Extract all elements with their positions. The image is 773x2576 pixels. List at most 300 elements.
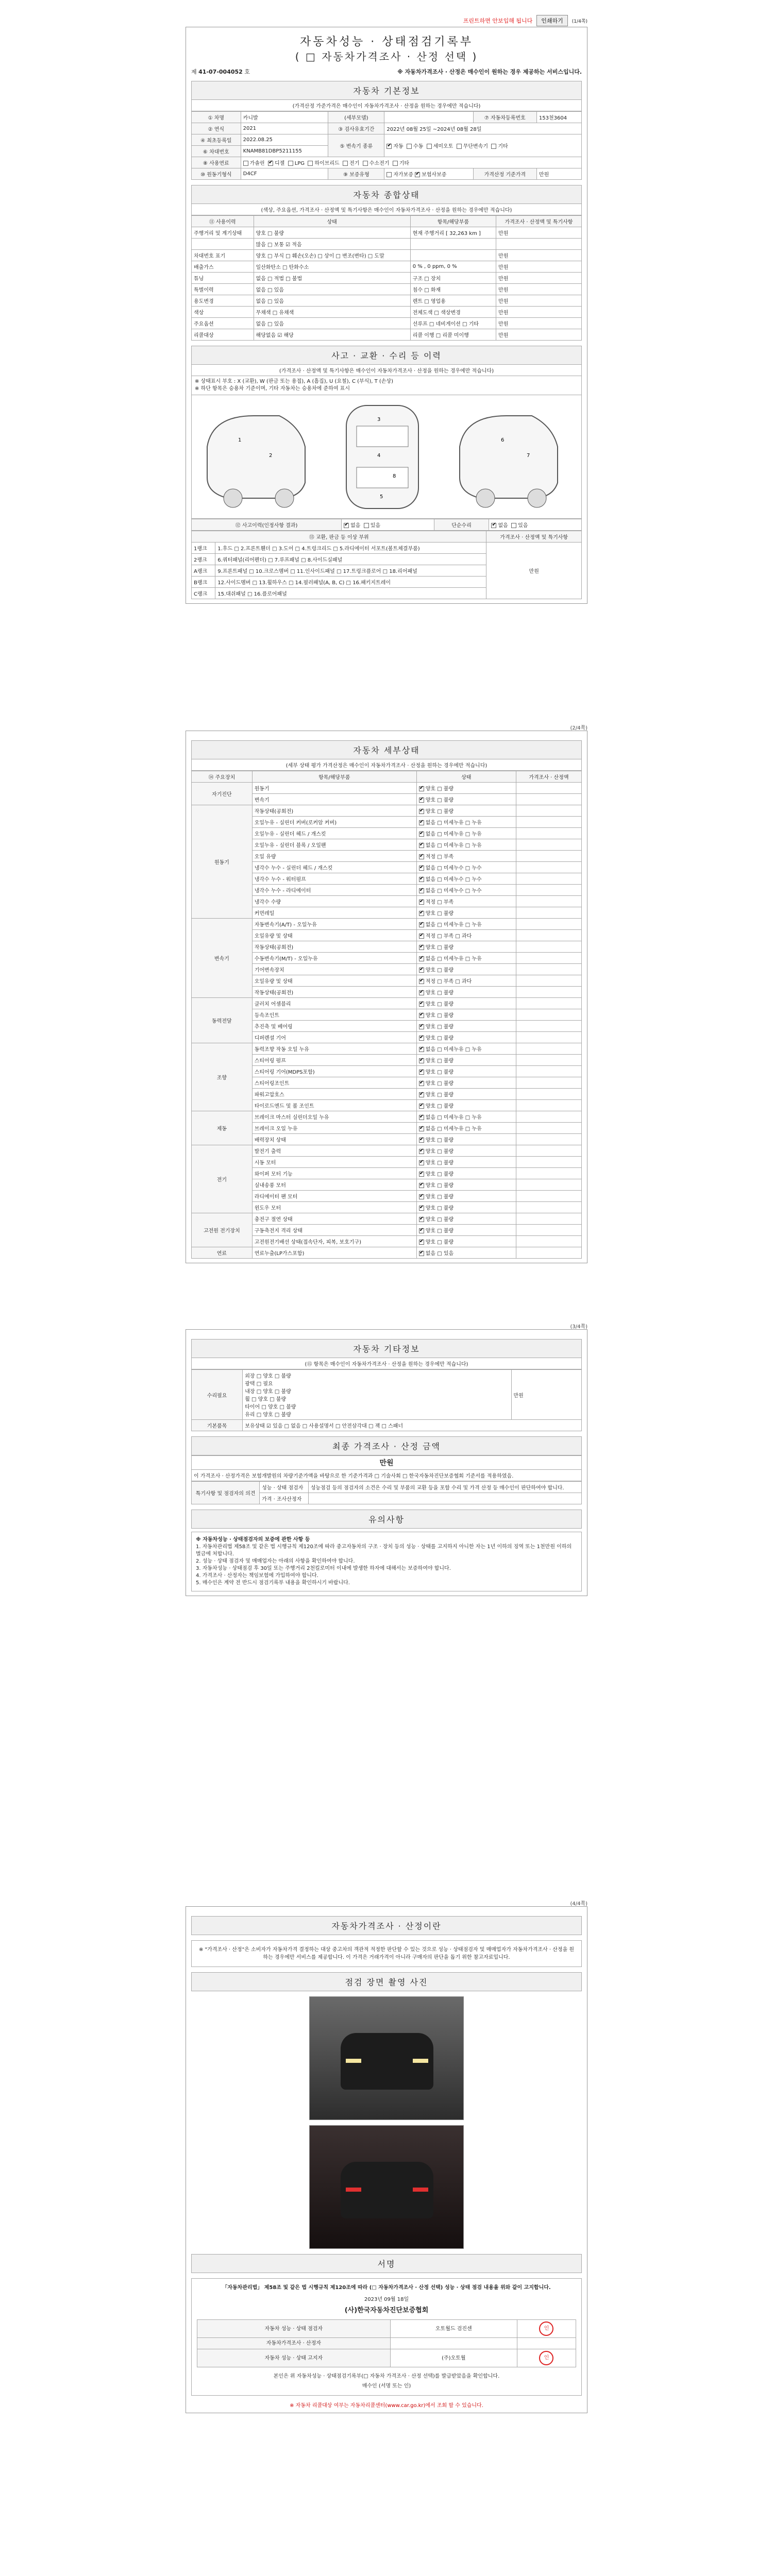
base-price-label: 가격산정 기준가격 <box>473 168 536 180</box>
detail-state <box>416 1089 516 1100</box>
general-cell-price: 만원 <box>496 329 582 341</box>
checkbox-no-repair[interactable] <box>491 523 496 528</box>
detail-state <box>416 919 516 930</box>
general-cell-detail: 구조 □ 장치 <box>410 273 496 284</box>
general-row <box>192 273 582 284</box>
print-button[interactable]: 인쇄하기 <box>536 15 568 26</box>
detail-price <box>516 794 581 805</box>
general-cell-state: 많음 □ 보통 ☑ 적음 <box>254 239 410 250</box>
state-text: 양호 □ 불량 <box>425 1036 454 1041</box>
checkbox-hybrid[interactable] <box>308 161 313 166</box>
state-checkbox[interactable] <box>419 956 424 961</box>
receipt-sign: 매수인 (서명 또는 인) <box>362 2383 411 2389</box>
state-checkbox[interactable] <box>419 854 424 859</box>
doc-no-suffix: 호 <box>244 69 250 75</box>
state-checkbox[interactable] <box>419 1081 424 1086</box>
detail-price <box>516 930 581 941</box>
general-row <box>192 295 582 307</box>
detail-row <box>192 1213 582 1225</box>
checkbox-self-warranty[interactable] <box>386 172 392 177</box>
rank-items: 1.후드 □ 2.프론트휀더 □ 3.도어 □ 4.트렁크리드 □ 5.라디에이터 서포트(볼트체결부품) <box>215 543 486 554</box>
rank-items: 12.사이드멤버 □ 13.휠하우스 □ 14.필러패널(A, B, C) □ 16.패키지트레이 <box>215 577 486 588</box>
general-row <box>192 307 582 318</box>
detail-price <box>516 1145 581 1157</box>
detail-state <box>416 1009 516 1021</box>
detail-part: 발전기 출력 <box>252 1145 416 1157</box>
general-cell-price: 만원 <box>496 295 582 307</box>
state-checkbox[interactable] <box>419 1024 424 1029</box>
general-row <box>192 239 582 250</box>
detail-state <box>416 828 516 839</box>
page-3 <box>186 1324 587 1901</box>
checkbox-repair[interactable] <box>511 523 516 528</box>
detail-part: 윈도우 모터 <box>252 1202 416 1213</box>
detail-state <box>416 998 516 1009</box>
state-checkbox[interactable] <box>419 1138 424 1143</box>
detail-state <box>416 885 516 896</box>
detail-part: 작동상태(공회전) <box>252 941 416 953</box>
state-checkbox[interactable] <box>419 1126 424 1131</box>
car-name: 카니발 <box>241 112 328 123</box>
car-outline-svg <box>192 395 582 517</box>
role-label: 자동차가격조사 · 산정자 <box>197 2338 391 2349</box>
detail-group-name: 원동기 <box>192 805 253 919</box>
accident-section-title: 사고 · 교환 · 수리 등 이력 <box>191 346 582 365</box>
detail-price <box>516 1021 581 1032</box>
state-checkbox[interactable] <box>419 979 424 984</box>
state-checkbox[interactable] <box>419 1183 424 1188</box>
detail-price <box>516 964 581 975</box>
detail-price <box>516 817 581 828</box>
detail-group-name: 제동 <box>192 1111 253 1145</box>
repair-item: 타이어 □ 양호 □ 불량 <box>245 1404 296 1410</box>
detail-part: 오일유량 및 상태 <box>252 930 416 941</box>
state-checkbox[interactable] <box>419 843 424 848</box>
recall-footer[interactable]: ※ 자동차 리콜대상 여부는 자동차리콜센터(www.car.go.kr)에서 조회 할 수 있습니다. <box>290 2403 483 2409</box>
general-cell-detail: 0 % , 0 ppm, 0 % <box>410 261 496 273</box>
state-text: 적정 □ 부족 <box>425 900 454 905</box>
detail-part: 구동축전지 격리 상태 <box>252 1225 416 1236</box>
repair-item: 내장 □ 양호 □ 불량 <box>245 1389 291 1395</box>
detail-price <box>516 1157 581 1168</box>
sign-text: 「자동차관리법」 제58조 및 같은 법 시행규칙 제120조에 따라 (□ 자동차가격조사 · 산정 선택) 성능 · 상태 점검 내용을 위와 같이 고지합니다. <box>222 2285 551 2291</box>
checkbox-lpg[interactable] <box>288 161 293 166</box>
inspection-period-label: ③ 검사유효기간 <box>328 123 384 134</box>
state-text: 없음 □ 미세누유 □ 누유 <box>425 922 482 928</box>
state-text: 없음 □ 미세누유 □ 누유 <box>425 832 482 837</box>
state-text: 양호 □ 불량 <box>425 1206 454 1211</box>
page-number: (3/4쪽) <box>570 1324 587 1330</box>
general-col-2: 항목/해당부품 <box>410 216 496 227</box>
accident-history-label: ⑫ 사고이력(인정사항 결과) <box>192 519 342 531</box>
detail-state <box>416 1225 516 1236</box>
warranty-label: ⑨ 보증유형 <box>328 168 384 180</box>
detail-state <box>416 817 516 828</box>
print-notice[interactable]: 프린트하면 안보입해 됩니다 <box>463 18 533 24</box>
part-number: 4 <box>377 453 381 459</box>
general-col-3: 가격조사 · 산정액 및 특기사항 <box>496 216 582 227</box>
detail-state <box>416 907 516 919</box>
detail-state <box>416 1032 516 1043</box>
general-cell-label: 리콜대상 <box>192 329 254 341</box>
state-checkbox[interactable] <box>419 934 424 939</box>
general-cell-detail <box>410 250 496 261</box>
state-text: 양호 □ 불량 <box>425 1013 454 1019</box>
general-rows <box>192 227 582 341</box>
detail-price <box>516 1202 581 1213</box>
state-text: 양호 □ 불량 <box>425 1217 454 1223</box>
state-text: 없음 □ 미세누유 □ 누유 <box>425 843 482 849</box>
state-text: 양호 □ 불량 <box>425 1092 454 1098</box>
detail-state <box>416 1168 516 1179</box>
checkbox-manual[interactable] <box>407 144 412 149</box>
detail-state <box>416 805 516 817</box>
state-checkbox[interactable] <box>419 786 424 791</box>
detail-price <box>516 1111 581 1123</box>
state-checkbox[interactable] <box>419 1160 424 1165</box>
final-price-note: 이 가격조사 · 산정가격은 보험개발원의 차량기준가액을 바탕으로 한 기준가격과 □ 기술사회 □ 한국자동차진단보증협회 기준서를 적용하였음. <box>192 1470 582 1481</box>
page-number: (1/4쪽) <box>572 19 587 24</box>
checkbox-insurer-warranty[interactable] <box>415 172 420 177</box>
checkbox-accident[interactable] <box>364 523 369 528</box>
doc-title: 자동차성능 · 상태점검기록부 <box>299 36 473 48</box>
accident-history-options: ✔ 없음 있음 <box>342 519 434 531</box>
state-text: 양호 □ 불량 <box>425 1228 454 1234</box>
checkbox-no-accident[interactable] <box>344 523 349 528</box>
general-cell-detail: 침수 □ 화재 <box>410 284 496 295</box>
state-text: 없음 □ 미세누수 □ 누수 <box>425 877 482 883</box>
detail-state <box>416 1247 516 1259</box>
notice-section-title: 유의사항 <box>191 1510 582 1529</box>
inspector-opinion-label: 특기사항 및 점검자의 의견 <box>192 1482 260 1504</box>
state-text: 없음 □ 미세누수 □ 누수 <box>425 866 482 871</box>
state-checkbox[interactable] <box>419 809 424 814</box>
detail-state <box>416 1043 516 1055</box>
general-cell-price: 만원 <box>496 261 582 273</box>
state-checkbox[interactable] <box>419 820 424 825</box>
inspection-period: 2022년 08월 25일 ~2024년 08월 28일 <box>384 123 582 134</box>
state-checkbox[interactable] <box>419 888 424 893</box>
state-checkbox[interactable] <box>419 900 424 905</box>
detail-price <box>516 1179 581 1191</box>
detail-part: 등속조인트 <box>252 1009 416 1021</box>
repair-item: 유리 □ 양호 □ 불량 <box>245 1412 291 1418</box>
detail-state <box>416 873 516 885</box>
final-section-title: 최종 가격조사 · 산정 금액 <box>191 1436 582 1455</box>
rank-rows <box>192 543 582 599</box>
general-row <box>192 284 582 295</box>
general-cell-label: 차대번호 표기 <box>192 250 254 261</box>
detail-state <box>416 1157 516 1168</box>
state-text: 양호 □ 불량 <box>425 1183 454 1189</box>
state-checkbox[interactable] <box>419 1070 424 1075</box>
detail-part: 브레이크 오일 누유 <box>252 1123 416 1134</box>
rank-label: B랭크 <box>192 577 215 588</box>
rank-header-2: 가격조사 · 산정액 및 특기사항 <box>486 531 582 543</box>
state-text: 적정 □ 부족 □ 과다 <box>425 934 472 939</box>
detail-part: 라디에이터 팬 모터 <box>252 1191 416 1202</box>
general-cell-state: 양호 □ 불량 <box>254 227 410 239</box>
rank-label: C랭크 <box>192 588 215 599</box>
role-label: 자동차 성능 · 상태 고지자 <box>197 2349 391 2367</box>
repair-item: 외장 □ 양호 □ 불량 <box>245 1374 291 1379</box>
page-2-box <box>186 731 587 1263</box>
headlight-right <box>413 2059 428 2063</box>
detail-part: 기어변속장치 <box>252 964 416 975</box>
detail-section-title: 자동차 세부상태 <box>191 740 582 759</box>
state-text: 양호 □ 불량 <box>425 1058 454 1064</box>
state-checkbox[interactable] <box>419 1115 424 1120</box>
general-cell-state: 없음 □ 있음 <box>254 295 410 307</box>
checkbox-fuel-other[interactable] <box>393 161 398 166</box>
state-checkbox[interactable] <box>419 1240 424 1245</box>
detail-state <box>416 1202 516 1213</box>
rank-price: 만원 <box>486 543 582 599</box>
detail-part: 스티어링조인트 <box>252 1077 416 1089</box>
state-checkbox[interactable] <box>419 1013 424 1018</box>
detail-part: 동력조향 작동 오일 누유 <box>252 1043 416 1055</box>
general-cell-state: 일산화탄소 □ 탄화수소 <box>254 261 410 273</box>
first-reg-date: 2022.08.25 <box>241 134 328 146</box>
basic-section-title: 자동차 기본정보 <box>191 81 582 100</box>
checkbox-hydrogen[interactable] <box>363 161 368 166</box>
state-checkbox[interactable] <box>419 911 424 916</box>
basic-items-label: 기본품목 <box>192 1420 243 1431</box>
plate-label: ⑦ 자동차등록번호 <box>473 112 536 123</box>
part-number: 6 <box>501 437 505 443</box>
other-section-note: (⑮ 항목은 매수인이 자동차가격조사 · 산정을 원하는 경우에만 적습니다) <box>191 1358 582 1369</box>
general-cell-state: 없음 □ 있음 <box>254 318 410 329</box>
base-price-value: 만원 <box>536 168 581 180</box>
state-text: 없음 □ 있음 <box>425 1251 454 1257</box>
general-cell-state: 없음 □ 있음 <box>254 284 410 295</box>
final-price-unit: 만원 <box>192 1456 582 1470</box>
service-note: ※ 자동차가격조사 · 산정은 매수인이 원하는 경우 제공하는 서비스입니다. <box>397 69 582 75</box>
checkbox-auto[interactable] <box>386 144 392 149</box>
accident-section-note: (가격조사 · 산정액 및 특기사항은 매수인이 자동차가격조사 · 산정을 원하는 경우에만 적습니다) <box>191 365 582 376</box>
car-top-view <box>346 405 418 509</box>
checkbox-semi[interactable] <box>427 144 432 149</box>
final-price-table <box>191 1455 582 1481</box>
detail-price <box>516 873 581 885</box>
car-damage-diagram <box>191 395 582 519</box>
rank-label: 1랭크 <box>192 543 215 554</box>
detail-row <box>192 783 582 794</box>
detail-state <box>416 975 516 987</box>
state-text: 양호 □ 불량 <box>425 1104 454 1109</box>
detail-rows <box>192 783 582 1259</box>
general-cell-label: 용도변경 <box>192 295 254 307</box>
rank-row <box>192 543 582 554</box>
state-checkbox[interactable] <box>419 1047 424 1052</box>
checkbox-other[interactable] <box>491 144 496 149</box>
state-checkbox[interactable] <box>419 1149 424 1154</box>
simple-repair-options: ✔ 없음 있음 <box>489 519 582 531</box>
state-checkbox[interactable] <box>419 1194 424 1199</box>
detail-col-0: ⑭ 주요장치 <box>192 771 253 783</box>
taillight-left <box>346 2188 361 2192</box>
state-checkbox[interactable] <box>419 968 424 973</box>
checkbox-gasoline[interactable] <box>243 161 248 166</box>
state-text: 양호 □ 불량 <box>425 1138 454 1143</box>
state-checkbox[interactable] <box>419 990 424 995</box>
detail-group-name: 고전원 전기장치 <box>192 1213 253 1247</box>
notice-body <box>191 1532 582 1591</box>
simple-repair-label: 단순수리 <box>434 519 489 531</box>
rank-items: 15.대쉬패널 □ 16.플로어패널 <box>215 588 486 599</box>
general-cell-detail: 현재 주행거리 [ 32,263 km ] <box>410 227 496 239</box>
general-row <box>192 261 582 273</box>
general-cell-label: 색상 <box>192 307 254 318</box>
detail-part: 충전구 절연 상태 <box>252 1213 416 1225</box>
page-4-box <box>186 1906 587 2413</box>
checkbox-electric[interactable] <box>343 161 348 166</box>
detail-part: 연료누출(LP가스포함) <box>252 1247 416 1259</box>
detail-part: 수동변속기(M/T) - 오일누유 <box>252 953 416 964</box>
accident-summary-table <box>191 519 582 531</box>
general-row <box>192 250 582 261</box>
state-checkbox[interactable] <box>419 1172 424 1177</box>
detail-row <box>192 998 582 1009</box>
general-cell-price: 만원 <box>496 250 582 261</box>
general-cell-detail: 전체도색 □ 색상변경 <box>410 307 496 318</box>
detail-state <box>416 1077 516 1089</box>
detail-part: 타이로드엔드 및 볼 조인트 <box>252 1100 416 1111</box>
fuel-label: ⑧ 사용연료 <box>192 157 241 168</box>
repair-needed-label: 수리필요 <box>192 1370 243 1420</box>
state-checkbox[interactable] <box>419 1206 424 1211</box>
detail-part: 작동상태(공회전) <box>252 805 416 817</box>
notice-line: 2. 성능 · 상태 점검자 및 매매업자는 아래의 사항을 확인하여야 합니다. <box>196 1558 355 1564</box>
detail-price <box>516 953 581 964</box>
detail-price <box>516 907 581 919</box>
top-bar <box>186 14 587 27</box>
general-cell-price: 만원 <box>496 273 582 284</box>
detail-state <box>416 964 516 975</box>
detail-part: 커먼레일 <box>252 907 416 919</box>
fuel-options: 가솔린 ✔ 디젤 LPG 하이브리드 전기 수소전기 기타 <box>241 157 581 168</box>
part-number: 2 <box>269 453 273 459</box>
state-checkbox[interactable] <box>419 1104 424 1109</box>
checkbox-diesel[interactable] <box>268 161 273 166</box>
notice-line: 4. 가격조사 · 산정자는 책임보험에 가입하여야 합니다. <box>196 1573 318 1579</box>
detail-price <box>516 862 581 873</box>
state-text: 양호 □ 불량 <box>425 1240 454 1245</box>
rank-label: A랭크 <box>192 565 215 577</box>
repair-item: 광택 □ 필요 <box>245 1381 273 1387</box>
detail-state <box>416 1100 516 1111</box>
warranty-options: 자가보증 ✔ 보험사보증 <box>384 168 473 180</box>
role-stamp-empty <box>517 2338 576 2349</box>
state-checkbox[interactable] <box>419 1058 424 1063</box>
state-checkbox[interactable] <box>419 1092 424 1097</box>
detail-price <box>516 828 581 839</box>
part-number: 1 <box>238 437 242 443</box>
detail-part: 스티어링 기어(MDPS포함) <box>252 1066 416 1077</box>
state-text: 양호 □ 불량 <box>425 798 454 803</box>
notice-line: ※ 자동차성능 · 상태점검자의 보증에 관한 사항 등 <box>196 1537 310 1543</box>
detail-state <box>416 953 516 964</box>
notice-line: 3. 자동차성능 · 상태점검 후 30일 또는 주행거리 2천킬로미터 이내에 발생한 하자에 대해서는 보증하여야 합니다. <box>196 1566 451 1571</box>
detail-part: 냉각수 수량 <box>252 896 416 907</box>
detail-price <box>516 998 581 1009</box>
detail-row <box>192 1043 582 1055</box>
checkbox-cvt[interactable] <box>457 144 462 149</box>
transmission-label: ⑤ 변속기 종류 <box>328 134 384 157</box>
state-checkbox[interactable] <box>419 1036 424 1041</box>
state-checkbox[interactable] <box>419 877 424 882</box>
state-checkbox[interactable] <box>419 1002 424 1007</box>
detail-state <box>416 851 516 862</box>
state-checkbox[interactable] <box>419 945 424 950</box>
detail-price <box>516 1100 581 1111</box>
general-cell-detail: 리콜 이행 □ 리콜 미이행 <box>410 329 496 341</box>
detail-state <box>416 987 516 998</box>
detail-section-note: (세부 상태 평가 가격산정은 매수인이 자동차가격조사 · 산정을 원하는 경우에만 적습니다) <box>191 759 582 771</box>
general-cell-price: 만원 <box>496 307 582 318</box>
detail-part: 변속기 <box>252 794 416 805</box>
detail-part: 오일누유 - 실린더 블록 / 오일팬 <box>252 839 416 851</box>
detail-state <box>416 941 516 953</box>
general-cell-label: 튜닝 <box>192 273 254 284</box>
state-checkbox[interactable] <box>419 922 424 927</box>
inspector-opinion-empty <box>308 1493 581 1504</box>
detail-row <box>192 805 582 817</box>
detail-part: 실내송풍 모터 <box>252 1179 416 1191</box>
detail-price <box>516 1009 581 1021</box>
detail-part: 디퍼렌셜 기어 <box>252 1032 416 1043</box>
general-row <box>192 318 582 329</box>
general-section-title: 자동차 종합상태 <box>191 185 582 204</box>
state-text: 양호 □ 불량 <box>425 1081 454 1087</box>
state-checkbox[interactable] <box>419 798 424 803</box>
state-checkbox[interactable] <box>419 1217 424 1222</box>
general-cell-label <box>192 239 254 250</box>
general-cell-label: 주요옵션 <box>192 318 254 329</box>
detail-col-3: 가격조사 · 산정액 <box>516 771 581 783</box>
state-text: 없음 □ 미세누수 □ 누수 <box>425 888 482 894</box>
state-text: 양호 □ 불량 <box>425 911 454 917</box>
state-checkbox[interactable] <box>419 1251 424 1256</box>
year-value: 2021 <box>241 123 328 134</box>
detail-group-name: 조향 <box>192 1043 253 1111</box>
repair-price: 만원 <box>511 1370 581 1420</box>
detail-part: 오일유량 및 상태 <box>252 975 416 987</box>
page-1-box <box>186 27 587 604</box>
state-checkbox[interactable] <box>419 866 424 871</box>
inspector-opinion-table <box>191 1481 582 1504</box>
year-label: ② 연식 <box>192 123 241 134</box>
detail-state <box>416 1236 516 1247</box>
sign-date: 2023년 09월 18일 <box>364 2297 409 2302</box>
detail-state <box>416 930 516 941</box>
inspector-role-2: 가격 · 조사산정자 <box>260 1493 309 1504</box>
detail-part: 오일누유 - 실린더 커버(로커암 커버) <box>252 817 416 828</box>
general-cell-state: 무채색 □ 유채색 <box>254 307 410 318</box>
other-table <box>191 1369 582 1431</box>
detail-price <box>516 805 581 817</box>
general-col-1: 상태 <box>254 216 410 227</box>
state-text: 양호 □ 불량 <box>425 1070 454 1075</box>
state-checkbox[interactable] <box>419 832 424 837</box>
state-checkbox[interactable] <box>419 1228 424 1233</box>
vin-label: ⑥ 차대번호 <box>192 146 241 157</box>
detail-part: 배력장치 상태 <box>252 1134 416 1145</box>
detail-state <box>416 1134 516 1145</box>
general-cell-label: 주행거리 및 계기상태 <box>192 227 254 239</box>
part-number: 3 <box>377 417 381 422</box>
state-text: 양호 □ 불량 <box>425 1172 454 1177</box>
